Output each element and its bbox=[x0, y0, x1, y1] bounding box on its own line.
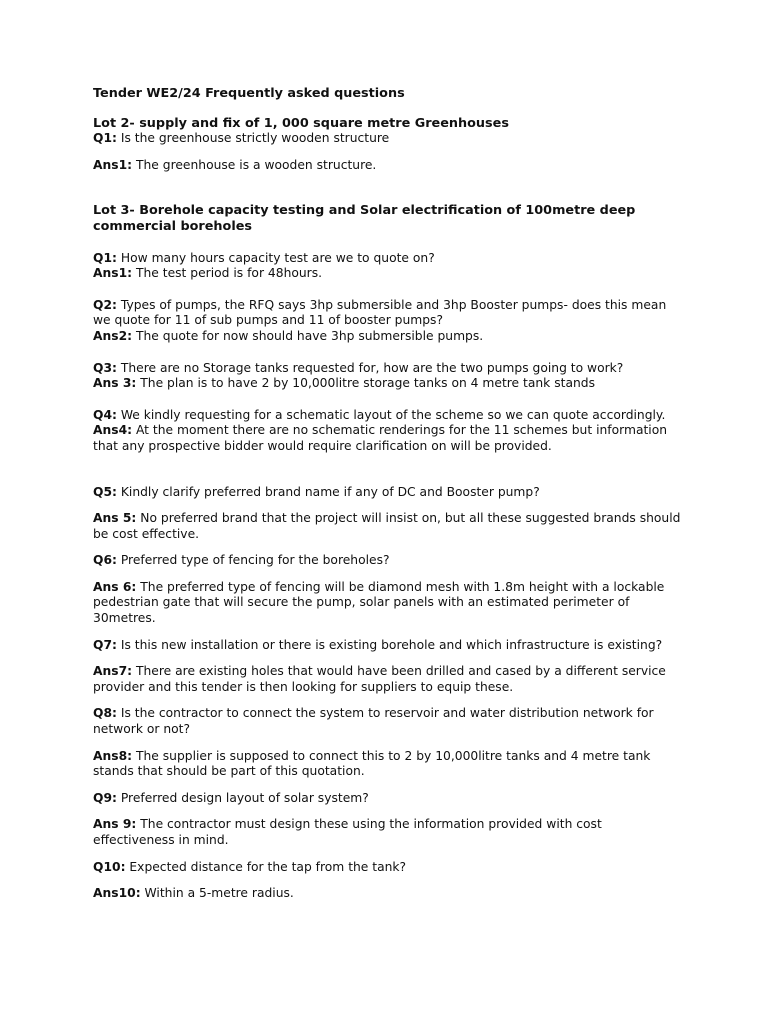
answer bbox=[93, 749, 683, 780]
answer-label: Ans7: bbox=[93, 664, 133, 679]
question-text: We kindly requesting for a schematic layout of the scheme so we can quote accordingly. bbox=[116, 407, 666, 422]
question-label: Q1: bbox=[93, 131, 117, 146]
question bbox=[93, 408, 683, 424]
question bbox=[93, 860, 683, 876]
answer-text: The plan is to have 2 by 10,000litre storage tanks on 4 metre tank stands bbox=[136, 376, 595, 391]
question-label: Q2: bbox=[93, 297, 117, 312]
question-text: How many hours capacity test are we to quote on? bbox=[116, 250, 435, 265]
answer-label: Ans4: bbox=[93, 423, 133, 438]
answer-text: The preferred type of fencing will be diamond mesh with 1.8m height with a lockable pedestrian gate that will secure the pump, solar panels with an estimated perimeter of 30metres. bbox=[93, 579, 665, 626]
answer-text: The contractor must design these using the information provided with cost effectiveness in mind. bbox=[93, 817, 602, 847]
document-page bbox=[93, 86, 683, 913]
question-text: Preferred design layout of solar system? bbox=[116, 790, 369, 805]
answer bbox=[93, 376, 683, 392]
question-label: Q4: bbox=[93, 407, 117, 422]
question-text: Types of pumps, the RFQ says 3hp submersible and 3hp Booster pumps- does this mean we quote for 11 of sub pumps and 11 of booster pumps? bbox=[93, 297, 667, 328]
answer-text: No preferred brand that the project will insist on, but all these suggested brands should be cost effective. bbox=[93, 511, 681, 541]
question-label: Q8: bbox=[93, 706, 117, 721]
answer bbox=[93, 511, 683, 542]
answer-label: Ans1: bbox=[93, 266, 133, 281]
answer-label: Ans 6: bbox=[93, 579, 137, 594]
lot2-heading: Lot 2- supply and fix of 1, 000 square metre Greenhouses bbox=[93, 115, 509, 131]
answer bbox=[93, 886, 683, 902]
answer bbox=[93, 817, 683, 848]
question-text: There are no Storage tanks requested for, how are the two pumps going to work? bbox=[116, 360, 624, 375]
question-text: Preferred type of fencing for the boreholes? bbox=[116, 553, 390, 568]
answer-text: The greenhouse is a wooden structure. bbox=[132, 157, 377, 172]
question bbox=[93, 553, 683, 569]
question-text: Kindly clarify preferred brand name if any of DC and Booster pump? bbox=[116, 484, 540, 499]
question-label: Q6: bbox=[93, 553, 117, 568]
question bbox=[93, 485, 683, 501]
question bbox=[93, 298, 683, 329]
answer-label: Ans 3: bbox=[93, 376, 137, 391]
question-label: Q3: bbox=[93, 360, 117, 375]
question bbox=[93, 251, 683, 267]
answer-text: Within a 5-metre radius. bbox=[140, 886, 294, 901]
document-title: Tender WE2/24 Frequently asked questions bbox=[93, 86, 405, 101]
question-label: Q10: bbox=[93, 859, 126, 874]
faq-item bbox=[93, 408, 683, 455]
answer bbox=[93, 423, 683, 454]
answer-text: There are existing holes that would have been drilled and cased by a different service provider and this tender is then looking for suppliers to equip these. bbox=[93, 664, 666, 694]
answer-text: At the moment there are no schematic renderings for the 11 schemes but information that any prospective bidder would require clarification on will be provided. bbox=[93, 423, 668, 453]
answer bbox=[93, 266, 683, 282]
question-label: Q1: bbox=[93, 250, 117, 265]
faq-item bbox=[93, 361, 683, 392]
answer-text: The supplier is supposed to connect this to 2 by 10,000litre tanks and 4 metre tank stands that should be part of this quotation. bbox=[93, 748, 651, 779]
answer bbox=[93, 329, 683, 345]
answer-label: Ans1: bbox=[93, 157, 133, 172]
lot2-a1 bbox=[93, 158, 683, 174]
answer-text: The test period is for 48hours. bbox=[132, 266, 323, 281]
faq-item bbox=[93, 251, 683, 282]
lot2-q1 bbox=[93, 131, 683, 147]
question-label: Q9: bbox=[93, 790, 117, 805]
answer-label: Ans 9: bbox=[93, 817, 137, 832]
question-text: Expected distance for the tap from the tank? bbox=[125, 859, 407, 874]
question bbox=[93, 361, 683, 377]
question bbox=[93, 791, 683, 807]
question bbox=[93, 638, 683, 654]
answer bbox=[93, 580, 683, 627]
question-label: Q7: bbox=[93, 637, 117, 652]
answer-text: The quote for now should have 3hp submersible pumps. bbox=[132, 328, 484, 343]
answer bbox=[93, 664, 683, 695]
faq-item bbox=[93, 298, 683, 345]
answer-label: Ans2: bbox=[93, 328, 133, 343]
question-text: Is this new installation or there is existing borehole and which infrastructure is existing? bbox=[116, 637, 663, 652]
answer-label: Ans10: bbox=[93, 886, 141, 901]
question-label: Q5: bbox=[93, 484, 117, 499]
question bbox=[93, 706, 683, 737]
lot3-heading: Lot 3- Borehole capacity testing and Solar electrification of 100metre deep commercial boreholes bbox=[93, 203, 636, 234]
question-text: Is the greenhouse strictly wooden structure bbox=[116, 131, 390, 146]
answer-label: Ans8: bbox=[93, 748, 133, 763]
question-text: Is the contractor to connect the system to reservoir and water distribution network for network or not? bbox=[93, 706, 654, 737]
answer-label: Ans 5: bbox=[93, 511, 137, 526]
